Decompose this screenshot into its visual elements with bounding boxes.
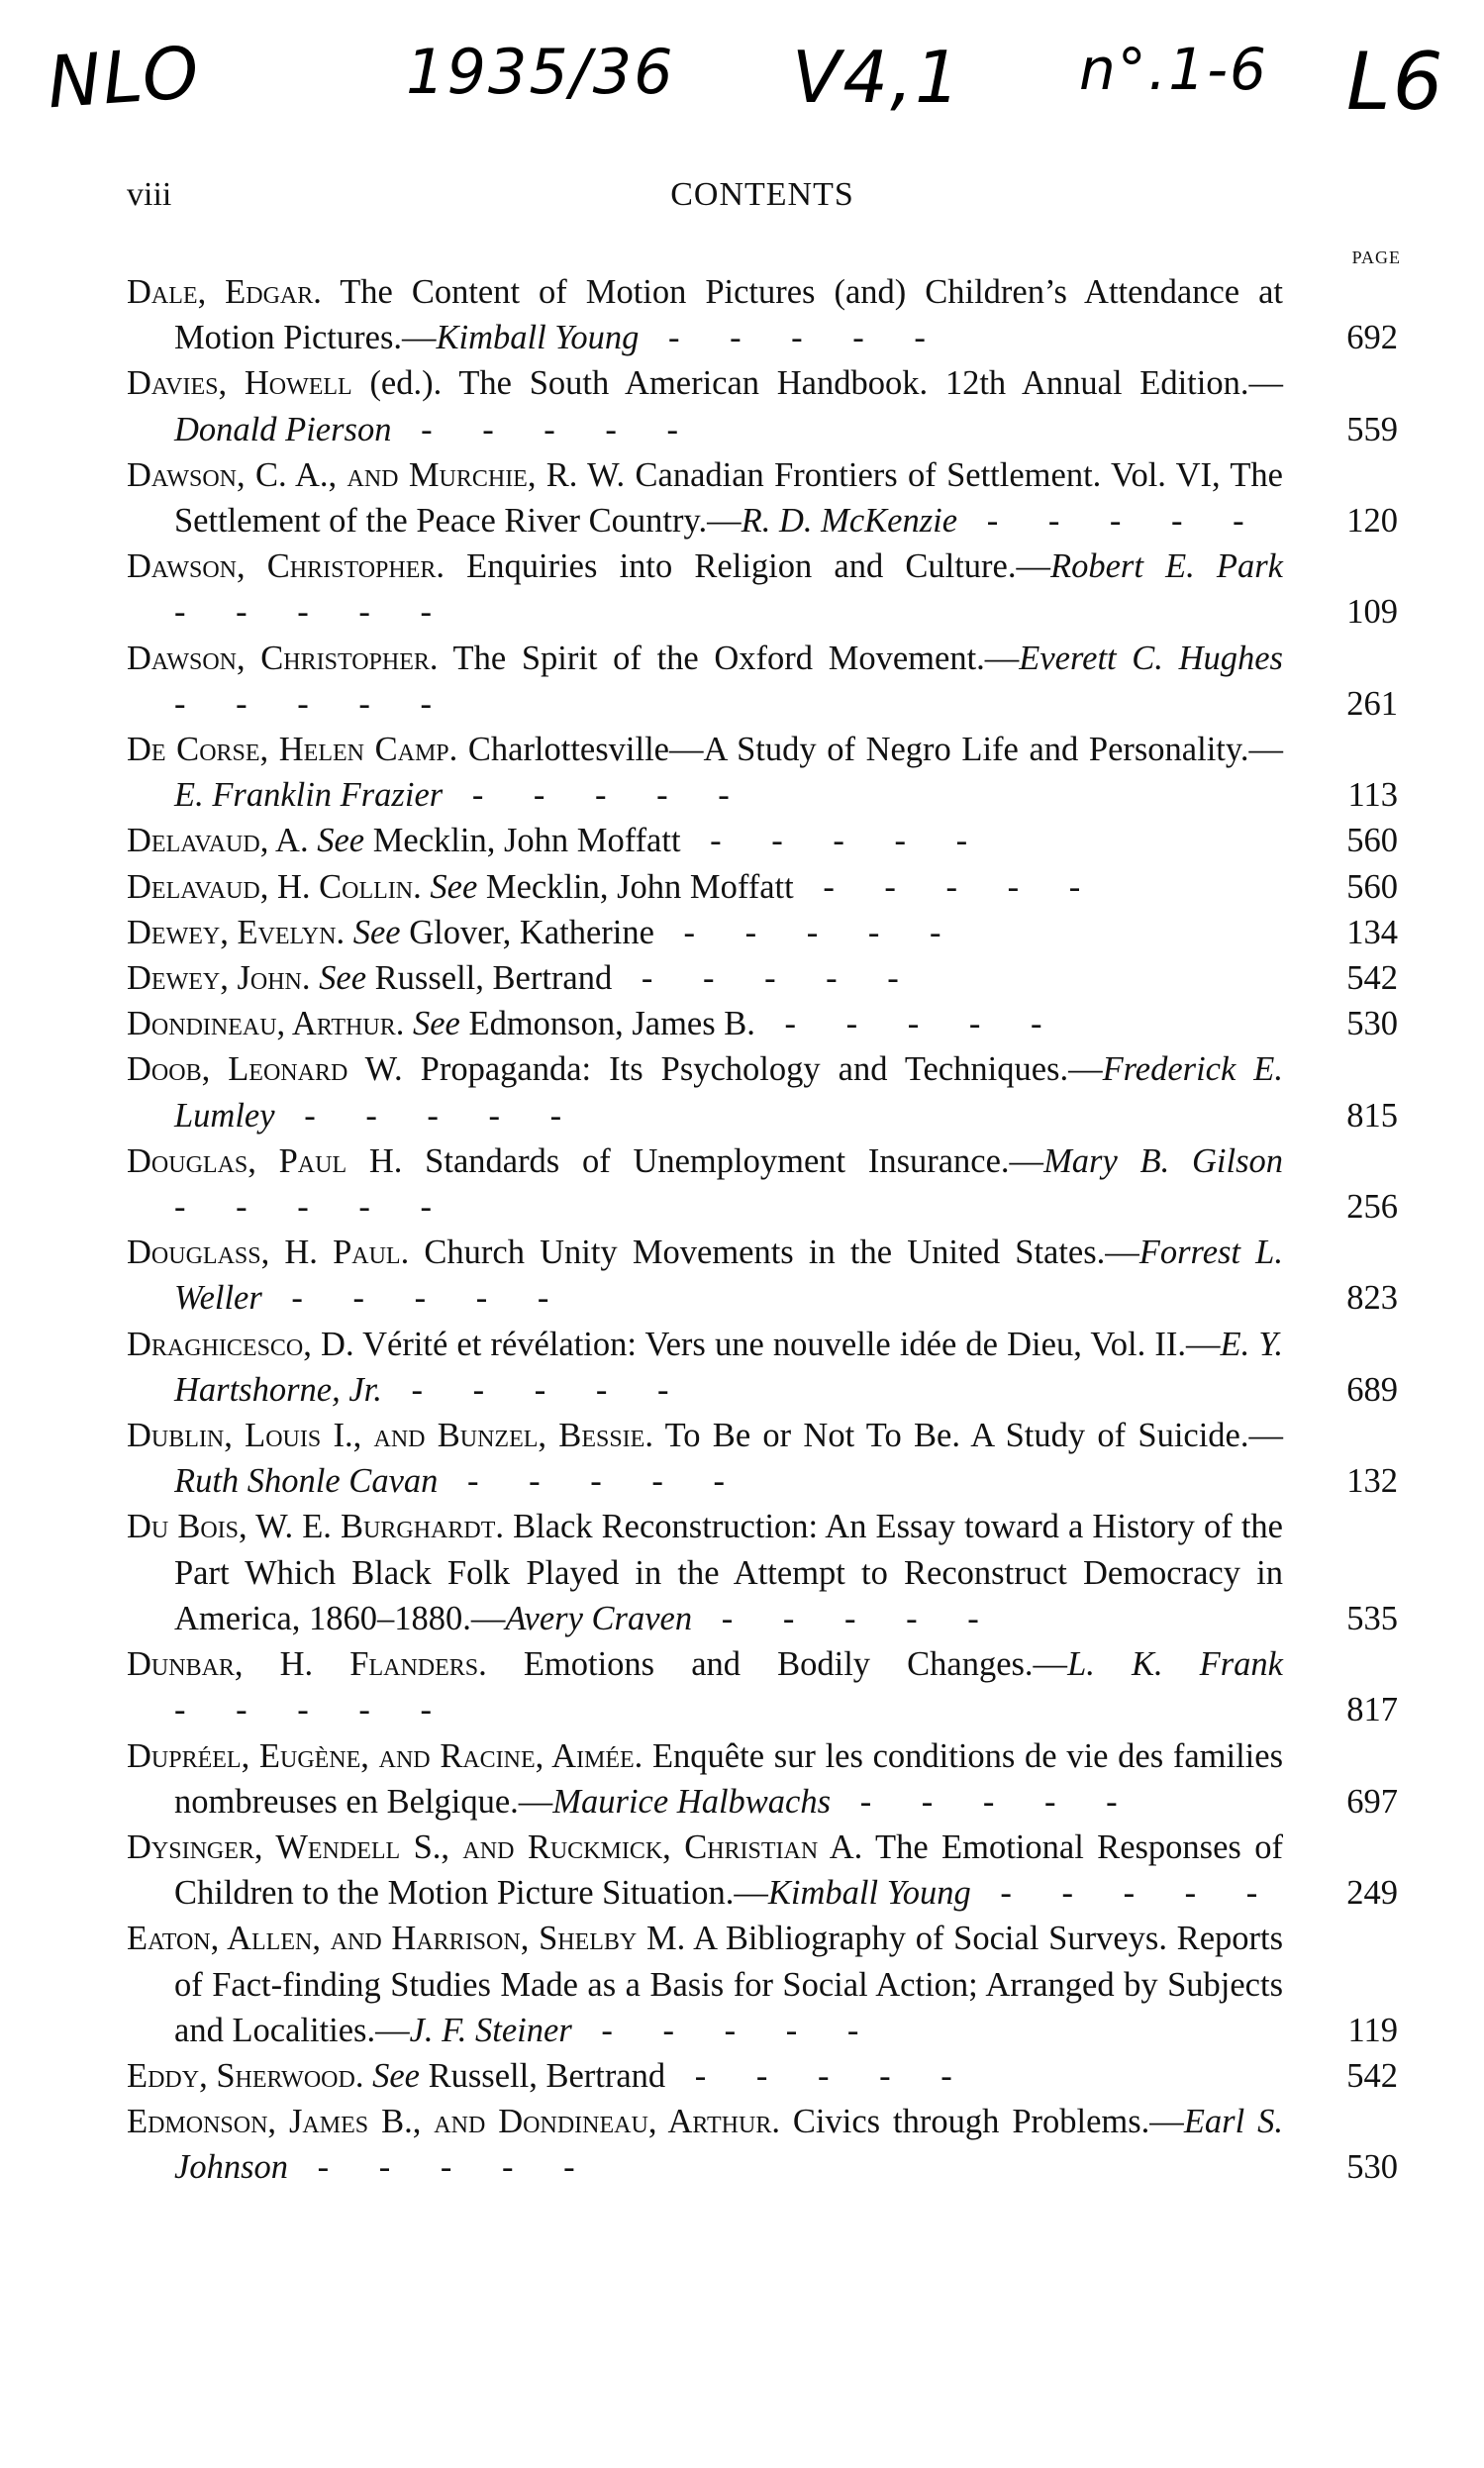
entry-title: Enquiries into Religion and Culture.— [445, 547, 1050, 586]
entry-page-number: 530 [1346, 1005, 1398, 1043]
dot-leader: - - - - - [612, 959, 920, 998]
entry-reviewer: Avery Craven [505, 1599, 693, 1637]
entry-title: Civics through Problems.— [779, 2103, 1184, 2141]
contents-entry [127, 1504, 1398, 1641]
entry-see-reference: See [345, 913, 401, 951]
entry-title: Church Unity Movements in the United States.— [409, 1234, 1139, 1272]
entry-title: Emotions and Bodily Changes.— [486, 1645, 1068, 1684]
entry-author: Draghicesco, D. [127, 1325, 354, 1363]
page-number: viii [127, 176, 172, 213]
annotation-mark: 1935/36 [406, 36, 675, 108]
dot-leader: - - - - - [438, 1462, 745, 1501]
entry-text [127, 2099, 1283, 2190]
entry-title: Enquête sur les conditions de vie des families nombreuses en Belgique.— [174, 1736, 1283, 1821]
entry-text [127, 636, 1283, 727]
contents-entry [127, 1413, 1398, 1504]
entry-text [127, 727, 1283, 818]
entry-text [127, 1641, 1283, 1732]
dot-leader: - - - - - [274, 1096, 583, 1135]
annotation-mark: V4,1 [792, 36, 962, 119]
entry-title: To Be or Not To Be. A Study of Suicide.— [652, 1417, 1283, 1455]
contents-entry [127, 955, 1398, 1001]
entry-title: Mecklin, John Moffatt [364, 822, 681, 860]
contents-entry [127, 543, 1398, 635]
dot-leader: - - - - - [174, 1691, 452, 1729]
entry-title: Mecklin, John Moffatt [477, 867, 794, 906]
entry-title: Standards of Unemployment Insurance.— [402, 1141, 1044, 1180]
entry-author: Dawson, C. A., and Murchie, R. W. [127, 455, 626, 494]
contents-entry [127, 2099, 1398, 2190]
entry-reviewer: Mary B. Gilson [1043, 1141, 1283, 1180]
entry-text [127, 1322, 1283, 1413]
entry-author: Dale, Edgar. [127, 273, 322, 311]
entry-page-number: 542 [1346, 2056, 1398, 2095]
entry-page-number: 823 [1346, 1279, 1398, 1318]
contents-entry [127, 1046, 1398, 1137]
entry-see-reference: See [421, 867, 478, 906]
entry-text [127, 1138, 1283, 1230]
annotation-mark: L6 [1346, 36, 1445, 128]
entry-author: Dublin, Louis I., and Bunzel, Bessie. [127, 1417, 653, 1455]
contents-entry [127, 1916, 1398, 2053]
page-title: CONTENTS [670, 176, 854, 213]
entry-reviewer: Kimball Young [767, 1874, 971, 1913]
entry-title: (ed.). The South American Handbook. 12th Annual Edition.— [351, 364, 1283, 403]
entry-text [127, 910, 1283, 955]
entry-page-number: 109 [1346, 593, 1398, 632]
dot-leader: - - - - - [754, 1005, 1063, 1043]
dot-leader: - - - - - [261, 1279, 570, 1318]
entry-author: Dawson, Christopher. [127, 547, 445, 586]
entry-author: Delavaud, H. Collin. [127, 867, 422, 906]
entry-author: Eddy, Sherwood. [127, 2056, 364, 2095]
entry-text [127, 1046, 1283, 1137]
dot-leader: - - - - - [288, 2148, 596, 2187]
entry-reviewer: Earl S. Johnson [174, 2103, 1283, 2187]
dot-leader: - - - - - [970, 1874, 1279, 1913]
dot-leader: - - - - - [680, 822, 989, 860]
contents-entry [127, 1001, 1398, 1046]
entry-page-number: 697 [1346, 1782, 1398, 1821]
entry-author: Dawson, Christopher. [127, 639, 439, 677]
entry-page-number: 815 [1346, 1096, 1398, 1135]
entry-page-number: 530 [1346, 2148, 1398, 2187]
dot-leader: - - - - - [665, 2056, 973, 2095]
dot-leader: - - - - - [391, 410, 700, 448]
contents-entry [127, 1733, 1398, 1825]
entry-reviewer: Robert E. Park [1050, 547, 1283, 586]
dot-leader: - - - - - [831, 1782, 1138, 1821]
entry-title: Propaganda: Its Psychology and Techniques.— [402, 1050, 1103, 1089]
entry-page-number: 256 [1346, 1188, 1398, 1227]
entry-text [127, 1504, 1283, 1641]
dot-leader: - - - - - [174, 1188, 452, 1227]
entry-text [127, 1001, 1283, 1046]
dot-leader: - - - - - [174, 684, 452, 723]
entry-author: Edmonson, James B., and Dondineau, Arthur. [127, 2103, 780, 2141]
entry-text [127, 269, 1283, 360]
entry-see-reference: See [363, 2056, 420, 2095]
entry-page-number: 261 [1346, 684, 1398, 723]
dot-leader: - - - - - [443, 776, 750, 815]
contents-entry [127, 452, 1398, 543]
entry-author: Doob, Leonard W. [127, 1050, 403, 1089]
entry-page-number: 560 [1346, 867, 1398, 906]
entry-text [127, 955, 1283, 1001]
entry-page-number: 535 [1346, 1599, 1398, 1637]
contents-entry [127, 360, 1398, 451]
entry-author: De Corse, Helen Camp. [127, 731, 458, 769]
entry-title: Vérité et révélation: Vers une nouvelle idée de Dieu, Vol. II.— [353, 1325, 1221, 1363]
entry-text [127, 1733, 1283, 1825]
entry-reviewer: R. D. McKenzie [741, 502, 958, 541]
dot-leader: - - - - - [639, 319, 946, 357]
entry-title: Edmonson, James B. [459, 1005, 755, 1043]
entry-title: Glover, Katherine [400, 913, 654, 951]
entry-reviewer: Frederick E. Lumley [174, 1050, 1284, 1135]
entry-reviewer: E. Franklin Frazier [174, 776, 444, 815]
entry-title: Russell, Bertrand [419, 2056, 666, 2095]
dot-leader: - - - - - [174, 593, 452, 632]
dot-leader: - - - - - [381, 1370, 690, 1409]
entry-text [127, 543, 1283, 635]
entry-author: Dysinger, Wendell S., and Ruckmick, Christian A. [127, 1827, 863, 1866]
contents-entry [127, 1322, 1398, 1413]
entry-reviewer: J. F. Steiner [409, 2011, 572, 2049]
entry-page-number: 119 [1347, 2011, 1398, 2049]
entry-page-number: 689 [1346, 1370, 1398, 1409]
entry-title: Black Reconstruction: An Essay toward a History of the Part Which Black Folk Played in the Attempt to Reconstruct Democracy in America, 1860–1880.— [174, 1508, 1284, 1637]
entry-text [127, 818, 1283, 863]
annotation-mark: n°.1-6 [1079, 36, 1268, 103]
contents-entry [127, 910, 1398, 955]
entry-page-number: 817 [1346, 1691, 1398, 1729]
entry-title: The Emotional Responses of Children to the Motion Picture Situation.— [174, 1827, 1283, 1913]
contents-entry [127, 1641, 1398, 1732]
entry-author: Eaton, Allen, and Harrison, Shelby M. [127, 1920, 686, 1958]
entry-author: Delavaud, A. [127, 822, 309, 860]
entry-author: Dewey, John. [127, 959, 311, 998]
contents-entry [127, 864, 1398, 910]
annotation-mark: NLO [45, 30, 204, 125]
entry-page-number: 113 [1347, 776, 1398, 815]
entry-text [127, 360, 1283, 451]
entry-text [127, 1413, 1283, 1504]
contents-list [127, 269, 1398, 2191]
entry-text [127, 452, 1283, 543]
contents-entry [127, 2053, 1398, 2099]
contents-entry [127, 1230, 1398, 1321]
entry-text [127, 1916, 1283, 2053]
entry-reviewer: E. Y. Hartshorne, Jr. [174, 1325, 1283, 1409]
entry-reviewer: L. K. Frank [1067, 1645, 1283, 1684]
entry-reviewer: Everett C. Hughes [1019, 639, 1283, 677]
contents-entry [127, 636, 1398, 727]
running-head [127, 176, 1398, 216]
entry-reviewer: Donald Pierson [174, 410, 392, 448]
entry-reviewer: Forrest L. Weller [174, 1234, 1283, 1318]
entry-title: The Content of Motion Pictures (and) Children’s Attendance at Motion Pictures.— [174, 273, 1283, 357]
entry-author: Dupréel, Eugène, and Racine, Aimée. [127, 1736, 643, 1775]
entry-author: Dunbar, H. Flanders. [127, 1645, 487, 1684]
entry-see-reference: See [404, 1005, 460, 1043]
dot-leader: - - - - - [957, 502, 1265, 541]
entry-page-number: 132 [1346, 1462, 1398, 1501]
contents-entry [127, 269, 1398, 360]
entry-title: Russell, Bertrand [366, 959, 613, 998]
entry-page-number: 249 [1346, 1874, 1398, 1913]
entry-page-number: 692 [1346, 319, 1398, 357]
entry-author: Davies, Howell [127, 364, 352, 403]
dot-leader: - - - - - [653, 913, 962, 951]
entry-page-number: 542 [1346, 959, 1398, 998]
dot-leader: - - - - - [571, 2011, 880, 2049]
entry-title: The Spirit of the Oxford Movement.— [438, 639, 1020, 677]
entry-author: Dondineau, Arthur. [127, 1005, 405, 1043]
contents-entry [127, 727, 1398, 818]
entry-title: Canadian Frontiers of Settlement. Vol. VI, The Settlement of the Peace River Country.— [174, 455, 1283, 541]
contents-entry [127, 1138, 1398, 1230]
entry-reviewer: Maurice Halbwachs [552, 1782, 832, 1821]
entry-reviewer: Kimball Young [436, 319, 640, 357]
contents-entry [127, 818, 1398, 863]
contents-entry [127, 1825, 1398, 1916]
entry-author: Dewey, Evelyn. [127, 913, 346, 951]
entry-title: Charlottesville—A Study of Negro Life and Personality.— [457, 731, 1283, 769]
page-column-label: PAGE [1351, 247, 1401, 267]
entry-author: Douglass, H. Paul. [127, 1234, 410, 1272]
dot-leader: - - - - - [692, 1599, 1000, 1637]
entry-text [127, 864, 1283, 910]
entry-author: Douglas, Paul H. [127, 1141, 403, 1180]
dot-leader: - - - - - [793, 867, 1102, 906]
entry-text [127, 2053, 1283, 2099]
entry-author: Du Bois, W. E. Burghardt. [127, 1508, 504, 1546]
entry-page-number: 120 [1346, 502, 1398, 541]
entry-text [127, 1230, 1283, 1321]
entry-see-reference: See [308, 822, 365, 860]
entry-reviewer: Ruth Shonle Cavan [174, 1462, 439, 1501]
entry-page-number: 134 [1346, 913, 1398, 951]
entry-text [127, 1825, 1283, 1916]
entry-page-number: 560 [1346, 822, 1398, 860]
entry-see-reference: See [310, 959, 367, 998]
handwritten-annotation [0, 18, 1484, 137]
entry-page-number: 559 [1346, 410, 1398, 448]
entry-title: A Bibliography of Social Surveys. Reports of Fact-finding Studies Made as a Basis for Social Action; Arranged by Subjects and Localities.— [174, 1920, 1284, 2049]
